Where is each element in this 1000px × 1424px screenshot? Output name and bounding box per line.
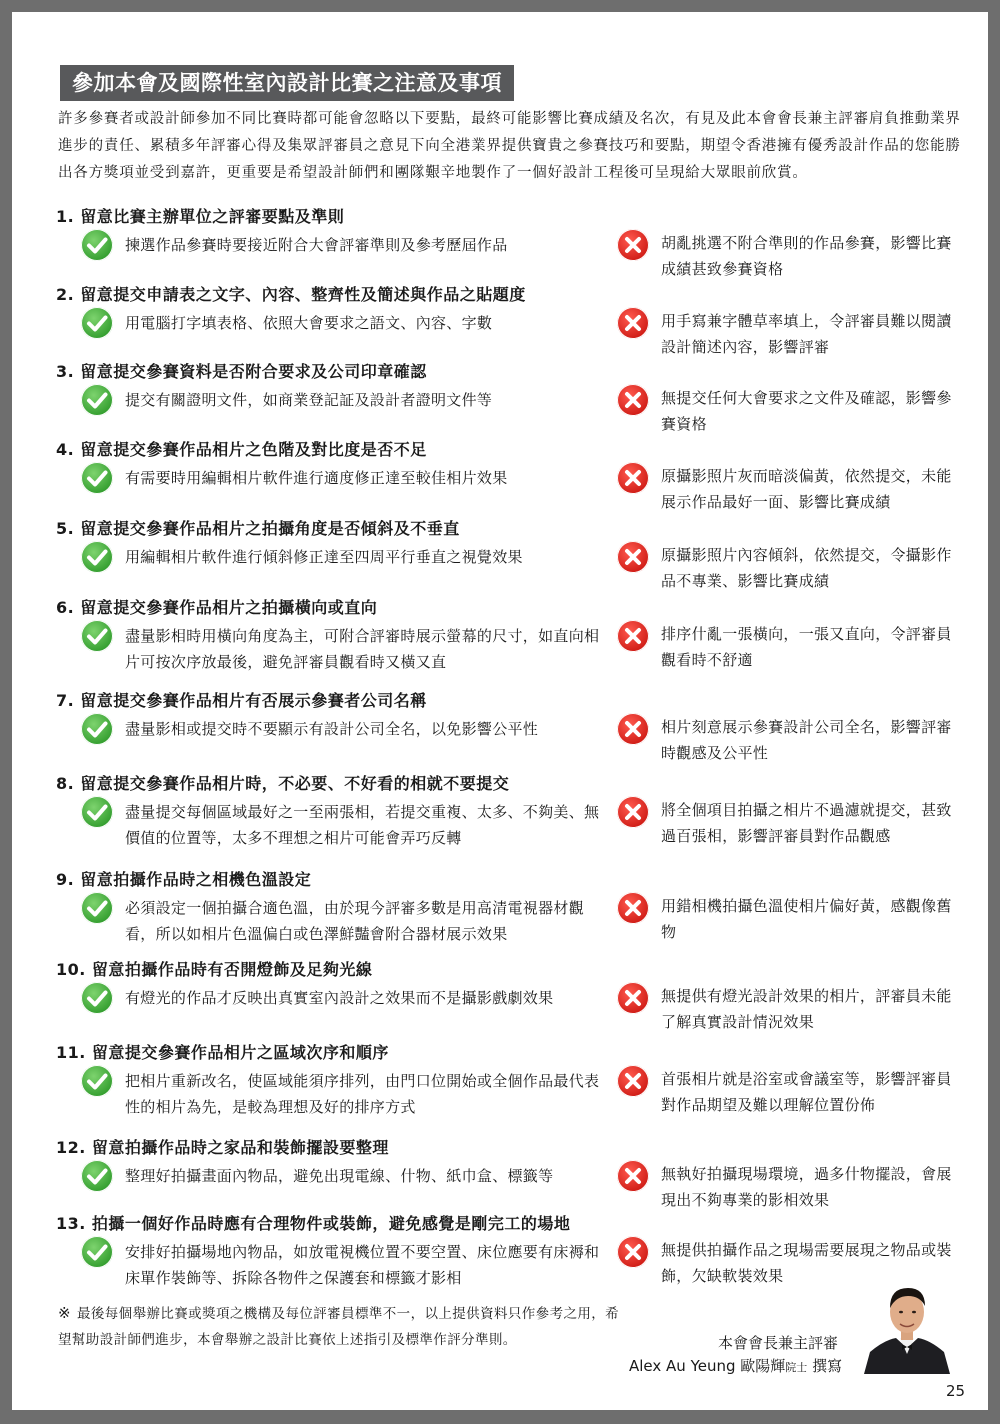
recommended-practice: 整理好拍攝畫面內物品，避免出現電線、什物、紙巾盒、標籤等 <box>125 1167 554 1185</box>
recommended-practice: 用電腦打字填表格、依照大會要求之語文、內容、字數 <box>125 314 493 332</box>
check-icon <box>80 461 114 495</box>
recommended-practice: 提交有關證明文件，如商業登記証及設計者證明文件等 <box>125 391 493 409</box>
mistake-to-avoid: 用錯相機拍攝色溫使相片偏好黃，感觀像舊物 <box>661 897 952 941</box>
section-heading: 8. 留意提交參賽作品相片時，不必要、不好看的相就不要提交 <box>56 774 510 793</box>
check-icon <box>80 891 114 925</box>
cross-icon <box>616 619 650 653</box>
intro-paragraph: 許多參賽者或設計師參加不同比賽時都可能會忽略以下要點，最終可能影響比賽成績及名次，有見及此本會會長兼主評審肩負推動業界進步的責任、累積多年評審心得及集眾評審員之意見下向全港業界提供寶貴之參賽技巧和要點，期望令香港擁有優秀設計作品的您能勝出各方獎項並受到嘉許，更重要是希望設計師們和團隊艱辛地製作了一個好設計工程後可呈現給大眾眼前欣賞。 <box>58 111 961 181</box>
reference-mark: ※ <box>58 1304 71 1322</box>
signature-name-line <box>629 1355 842 1376</box>
check-icon <box>80 228 114 262</box>
page <box>12 12 988 1410</box>
mistake-to-avoid: 無提供有燈光設計效果的相片，評審員未能了解真實設計情況效果 <box>661 987 952 1031</box>
recommended-practice: 必須設定一個拍攝合適色溫，由於現今評審多數是用高清電視器材觀看，所以如相片色溫偏白或色澤鮮豔會附合器材展示效果 <box>125 899 585 943</box>
recommended-practice: 揀選作品參賽時要接近附合大會評審準則及參考歷屆作品 <box>125 236 508 254</box>
check-icon <box>80 1064 114 1098</box>
signature-name: Alex Au Yeung 歐陽輝 <box>629 1357 786 1375</box>
signature-verb: 撰寫 <box>812 1357 843 1375</box>
footnote <box>58 1300 628 1353</box>
check-icon <box>80 981 114 1015</box>
signature-honorific: 院士 <box>785 1361 808 1374</box>
check-icon <box>80 712 114 746</box>
recommended-practice: 安排好拍攝場地內物品，如放電視機位置不要空置、床位應要有床褥和床單作裝飾等、拆除各物件之保護套和標籤才影相 <box>125 1243 600 1287</box>
mistake-to-avoid: 無執好拍攝現場環境，過多什物擺設，會展現出不夠專業的影相效果 <box>661 1165 952 1209</box>
cross-icon <box>616 461 650 495</box>
mistake-to-avoid: 排序什亂一張橫向，一張又直向，令評審員觀看時不舒適 <box>661 625 952 669</box>
cross-icon <box>616 795 650 829</box>
section-heading: 6. 留意提交參賽作品相片之拍攝橫向或直向 <box>56 598 378 617</box>
recommended-practice: 把相片重新改名，使區域能須序排列，由門口位開始或全個作品最代表性的相片為先，是較為理想及好的排序方式 <box>125 1072 600 1116</box>
cross-icon <box>616 540 650 574</box>
section-heading: 11. 留意提交參賽作品相片之區域次序和順序 <box>56 1043 389 1062</box>
mistake-to-avoid: 相片刻意展示參賽設計公司全名，影響評審時觀感及公平性 <box>661 718 952 762</box>
section-heading: 7. 留意提交參賽作品相片有否展示參賽者公司名稱 <box>56 691 427 710</box>
recommended-practice: 盡量影相時用橫向角度為主，可附合評審時展示螢幕的尺寸，如直向相片可按次序放最後，避免評審員觀看時又橫又直 <box>125 627 600 671</box>
check-icon <box>80 1235 114 1269</box>
check-icon <box>80 306 114 340</box>
cross-icon <box>616 383 650 417</box>
cross-icon <box>616 228 650 262</box>
cross-icon <box>616 1235 650 1269</box>
page-title: 參加本會及國際性室內設計比賽之注意及事項 <box>60 65 514 101</box>
check-icon <box>80 540 114 574</box>
mistake-to-avoid: 原攝影照片灰而暗淡偏黃，依然提交，未能展示作品最好一面、影響比賽成績 <box>661 467 952 511</box>
mistake-to-avoid: 無提交任何大會要求之文件及確認，影響參賽資格 <box>661 389 952 433</box>
cross-icon <box>616 1159 650 1193</box>
recommended-practice: 盡量提交每個區域最好之一至兩張相，若提交重複、太多、不夠美、無價值的位置等，太多不理想之相片可能會弄巧反轉 <box>125 803 600 847</box>
section-heading: 13. 拍攝一個好作品時應有合理物件或裝飾，避免感覺是剛完工的場地 <box>56 1214 571 1233</box>
cross-icon <box>616 1064 650 1098</box>
check-icon <box>80 1159 114 1193</box>
recommended-practice: 盡量影相或提交時不要顯示有設計公司全名，以免影響公平性 <box>125 720 539 738</box>
recommended-practice: 用編輯相片軟件進行傾斜修正達至四周平行垂直之視覺效果 <box>125 548 523 566</box>
mistake-to-avoid: 將全個項目拍攝之相片不過濾就提交，甚致過百張相，影響評審員對作品觀感 <box>661 801 952 845</box>
section-heading: 12. 留意拍攝作品時之家品和裝飾擺設要整理 <box>56 1138 389 1157</box>
mistake-to-avoid: 原攝影照片內容傾斜，依然提交，令攝影作品不專業、影響比賽成績 <box>661 546 952 590</box>
cross-icon <box>616 306 650 340</box>
cross-icon <box>616 981 650 1015</box>
recommended-practice: 有燈光的作品才反映出真實室內設計之效果而不是攝影戲劇效果 <box>125 989 554 1007</box>
mistake-to-avoid: 首張相片就是浴室或會議室等，影響評審員對作品期望及難以理解位置份佈 <box>661 1070 952 1114</box>
cross-icon <box>616 712 650 746</box>
recommended-practice: 有需要時用編輯相片軟件進行適度修正達至較佳相片效果 <box>125 469 508 487</box>
cross-icon <box>616 891 650 925</box>
author-portrait <box>864 1274 950 1374</box>
section-heading: 10. 留意拍攝作品時有否開燈飾及足夠光線 <box>56 960 373 979</box>
page-number: 25 <box>946 1382 966 1400</box>
footnote-text: 最後每個舉辦比賽或獎項之機構及每位評審員標準不一，以上提供資料只作參考之用，希望幫助設計師們進步，本會舉辦之設計比賽依上述指引及標準作評分準則。 <box>58 1306 620 1348</box>
section-heading: 1. 留意比賽主辦單位之評審要點及準則 <box>56 207 345 226</box>
section-heading: 9. 留意拍攝作品時之相機色溫設定 <box>56 870 312 889</box>
section-heading: 3. 留意提交參賽資料是否附合要求及公司印章確認 <box>56 362 427 381</box>
section-heading: 2. 留意提交申請表之文字、內容、整齊性及簡述與作品之貼題度 <box>56 285 526 304</box>
mistake-to-avoid: 胡亂挑選不附合準則的作品參賽，影響比賽成績甚致參賽資格 <box>661 234 952 278</box>
check-icon <box>80 795 114 829</box>
mistake-to-avoid: 無提供拍攝作品之現場需要展現之物品或裝飾，欠缺軟裝效果 <box>661 1241 952 1285</box>
check-icon <box>80 383 114 417</box>
signature-role: 本會會長兼主評審 <box>718 1334 839 1352</box>
section-heading: 4. 留意提交參賽作品相片之色階及對比度是否不足 <box>56 440 427 459</box>
check-icon <box>80 619 114 653</box>
mistake-to-avoid: 用手寫兼字體草率填上，令評審員難以閱讀設計簡述內容，影響評審 <box>661 312 952 356</box>
section-heading: 5. 留意提交參賽作品相片之拍攝角度是否傾斜及不垂直 <box>56 519 460 538</box>
